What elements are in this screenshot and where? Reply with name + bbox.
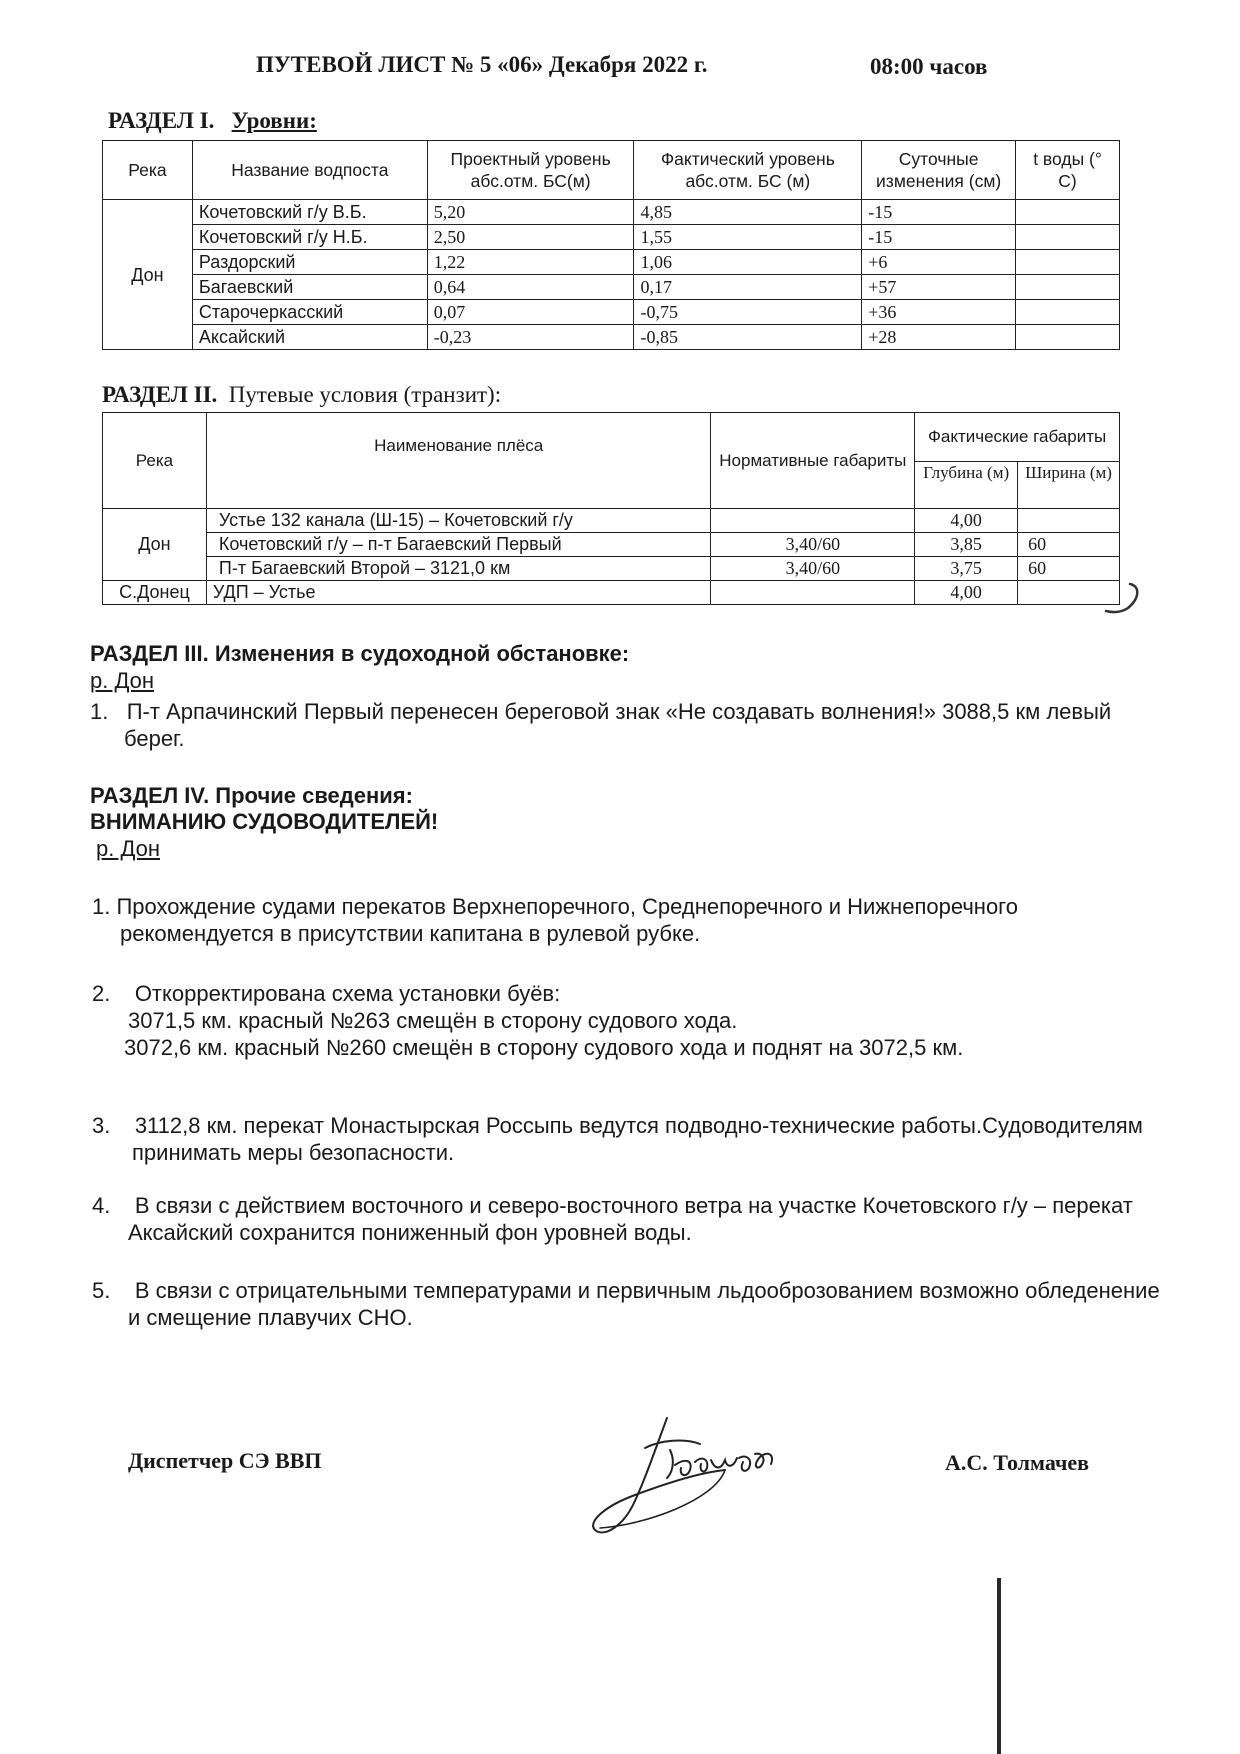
item-text: В связи с действием восточного и северо-восточного ветра на участке Кочетовского г/у – перекат bbox=[134, 1193, 1133, 1218]
col-width: Ширина (м) bbox=[1018, 462, 1120, 509]
col-river: Река bbox=[103, 141, 193, 200]
design-cell: 0,64 bbox=[427, 275, 634, 300]
section3-item1 bbox=[90, 698, 1111, 725]
handwritten-signature bbox=[575, 1410, 805, 1550]
col-reach: Наименование плёса bbox=[206, 413, 711, 509]
item-number: 3. bbox=[92, 1113, 111, 1138]
table-row bbox=[103, 250, 1120, 275]
section4-heading: РАЗДЕЛ IV. Прочие сведения: bbox=[90, 783, 413, 808]
notice-2-line2: 3071,5 км. красный №263 смещён в сторону судового хода. bbox=[128, 1008, 738, 1033]
actual-cell: 1,06 bbox=[634, 250, 862, 275]
temp-cell bbox=[1016, 225, 1120, 250]
station-cell: Аксайский bbox=[192, 325, 427, 350]
col-station: Название водпоста bbox=[192, 141, 427, 200]
station-cell: Старочеркасский bbox=[192, 300, 427, 325]
section1-heading bbox=[108, 108, 317, 134]
normative-cell: 3,40/60 bbox=[711, 557, 915, 581]
table-row bbox=[103, 275, 1120, 300]
depth-cell: 3,75 bbox=[915, 557, 1018, 581]
levels-header-row bbox=[103, 141, 1120, 200]
river-cell: Дон bbox=[103, 509, 207, 581]
actual-cell: 0,17 bbox=[634, 275, 862, 300]
section2-heading bbox=[102, 382, 501, 408]
item-text: П-т Арпачинский Первый перенесен береговой знак «Не создавать волнения!» 3088,5 км левый bbox=[126, 699, 1112, 724]
design-cell: 0,07 bbox=[427, 300, 634, 325]
normative-cell bbox=[711, 581, 915, 605]
col-actual-level: Фактический уровень абс.отм. БС (м) bbox=[634, 141, 862, 200]
item-text: В связи с отрицательными температурами и первичным льдооброзованием возможно обледенение bbox=[134, 1278, 1160, 1303]
item-number: 2. bbox=[92, 981, 111, 1006]
col-actual: Фактические габариты bbox=[915, 413, 1120, 462]
depth-cell: 4,00 bbox=[915, 509, 1018, 533]
section2-number: РАЗДЕЛ II. bbox=[102, 382, 218, 407]
scan-edge-line bbox=[997, 1578, 1001, 1754]
notice-4-cont: Аксайский сохранится пониженный фон уровней воды. bbox=[128, 1220, 692, 1245]
signer-name: А.С. Толмачев bbox=[945, 1450, 1090, 1475]
river-cell: Дон bbox=[103, 200, 193, 350]
change-cell: +36 bbox=[862, 300, 1016, 325]
notice-3-cont: принимать меры безопасности. bbox=[132, 1140, 455, 1165]
notice-2 bbox=[92, 980, 560, 1007]
design-cell: 5,20 bbox=[427, 200, 634, 225]
notice-1: 1. Прохождение судами перекатов Верхнепоречного, Среднепоречного и Нижнепоречного bbox=[92, 894, 1018, 919]
temp-cell bbox=[1016, 250, 1120, 275]
col-design-level: Проектный уровень абс.отм. БС(м) bbox=[427, 141, 634, 200]
notice-2-line3: 3072,6 км. красный №260 смещён в сторону судового хода и поднят на 3072,5 км. bbox=[124, 1035, 964, 1060]
notice-5 bbox=[92, 1277, 1160, 1304]
col-depth: Глубина (м) bbox=[915, 462, 1018, 509]
change-cell: +28 bbox=[862, 325, 1016, 350]
reach-cell: УДП – Устье bbox=[206, 581, 711, 605]
notice-4 bbox=[92, 1192, 1133, 1219]
transit-header-row bbox=[103, 413, 1120, 462]
notice-5-cont: и смещение плавучих СНО. bbox=[128, 1305, 413, 1330]
section3-river: р. Дон bbox=[90, 668, 154, 693]
section1-title: Уровни: bbox=[231, 108, 317, 133]
transit-table bbox=[102, 412, 1120, 605]
temp-cell bbox=[1016, 300, 1120, 325]
levels-table bbox=[102, 140, 1120, 350]
document-time: 08:00 часов bbox=[870, 54, 988, 79]
pen-mark-icon bbox=[1100, 580, 1148, 616]
notice-3 bbox=[92, 1112, 1143, 1139]
reach-cell: Устье 132 канала (Ш-15) – Кочетовский г/у bbox=[206, 509, 711, 533]
item-text: 3112,8 км. перекат Монастырская Россыпь ведутся подводно-технические работы.Судоводителям bbox=[134, 1113, 1143, 1138]
actual-cell: -0,85 bbox=[634, 325, 862, 350]
change-cell: +6 bbox=[862, 250, 1016, 275]
signer-role: Диспетчер СЭ ВВП bbox=[128, 1448, 322, 1473]
table-row bbox=[103, 225, 1120, 250]
col-daily-change: Суточные изменения (см) bbox=[862, 141, 1016, 200]
table-row bbox=[103, 509, 1120, 533]
normative-cell bbox=[711, 509, 915, 533]
table-row bbox=[103, 533, 1120, 557]
station-cell: Раздорский bbox=[192, 250, 427, 275]
river-cell: С.Донец bbox=[103, 581, 207, 605]
design-cell: 2,50 bbox=[427, 225, 634, 250]
change-cell: +57 bbox=[862, 275, 1016, 300]
temp-cell bbox=[1016, 325, 1120, 350]
actual-cell: -0,75 bbox=[634, 300, 862, 325]
width-cell: 60 bbox=[1018, 533, 1120, 557]
depth-cell: 3,85 bbox=[915, 533, 1018, 557]
section1-number: РАЗДЕЛ I. bbox=[108, 108, 215, 133]
table-row bbox=[103, 581, 1120, 605]
depth-cell: 4,00 bbox=[915, 581, 1018, 605]
station-cell: Кочетовский г/у Н.Б. bbox=[192, 225, 427, 250]
actual-cell: 4,85 bbox=[634, 200, 862, 225]
item-number: 4. bbox=[92, 1193, 111, 1218]
attention-heading: ВНИМАНИЮ СУДОВОДИТЕЛЕЙ! bbox=[90, 809, 439, 834]
reach-cell: Кочетовский г/у – п-т Багаевский Первый bbox=[206, 533, 711, 557]
temp-cell bbox=[1016, 200, 1120, 225]
station-cell: Кочетовский г/у В.Б. bbox=[192, 200, 427, 225]
change-cell: -15 bbox=[862, 225, 1016, 250]
item-text: Откорректирована схема установки буёв: bbox=[134, 981, 561, 1006]
section2-title: Путевые условия (транзит): bbox=[228, 382, 502, 407]
col-normative: Нормативные габариты bbox=[711, 413, 915, 509]
col-river: Река bbox=[103, 413, 207, 509]
table-row bbox=[103, 325, 1120, 350]
section3-item1-cont: берег. bbox=[124, 726, 185, 751]
col-water-temp: t воды (° C) bbox=[1016, 141, 1120, 200]
item-number: 1. bbox=[90, 699, 109, 724]
width-cell bbox=[1018, 509, 1120, 533]
station-cell: Багаевский bbox=[192, 275, 427, 300]
section4-river: р. Дон bbox=[96, 836, 160, 861]
design-cell: -0,23 bbox=[427, 325, 634, 350]
item-number: 5. bbox=[92, 1278, 111, 1303]
width-cell: 60 bbox=[1018, 557, 1120, 581]
table-row bbox=[103, 557, 1120, 581]
section3-heading: РАЗДЕЛ III. Изменения в судоходной обстановке: bbox=[90, 641, 630, 666]
temp-cell bbox=[1016, 275, 1120, 300]
table-row bbox=[103, 300, 1120, 325]
notice-1-cont: рекомендуется в присутствии капитана в рулевой рубке. bbox=[120, 921, 701, 946]
actual-cell: 1,55 bbox=[634, 225, 862, 250]
table-row bbox=[103, 200, 1120, 225]
normative-cell: 3,40/60 bbox=[711, 533, 915, 557]
design-cell: 1,22 bbox=[427, 250, 634, 275]
change-cell: -15 bbox=[862, 200, 1016, 225]
document-title: ПУТЕВОЙ ЛИСТ № 5 «06» Декабря 2022 г. bbox=[256, 52, 708, 77]
reach-cell: П-т Багаевский Второй – 3121,0 км bbox=[206, 557, 711, 581]
